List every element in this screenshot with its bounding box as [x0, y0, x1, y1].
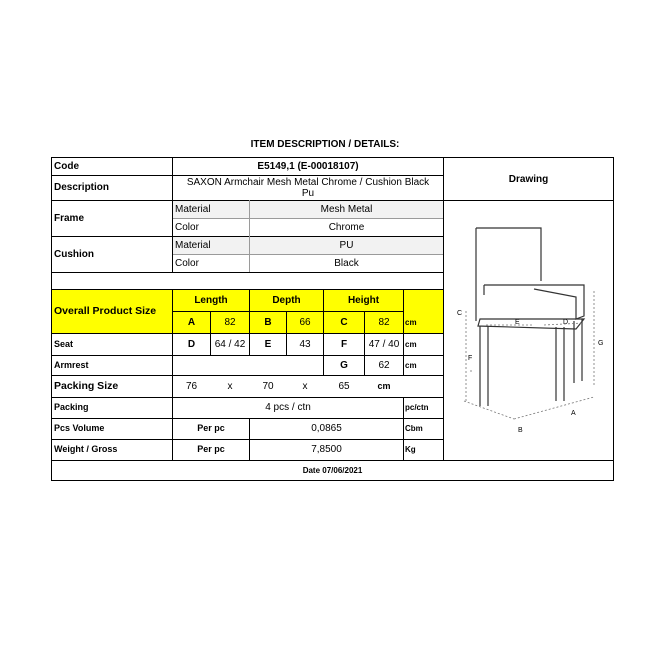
date-footer: Date 07/06/2021: [302, 465, 363, 475]
frame-color-value: Chrome: [328, 221, 365, 233]
cushion-color-label: Color: [175, 257, 199, 269]
dim-a-line: [514, 397, 594, 419]
overall-size-label: Overall Product Size: [54, 304, 157, 317]
weight-unit: Kg: [405, 445, 416, 454]
packing-unit: pc/ctn: [405, 403, 429, 412]
page-title: ITEM DESCRIPTION / DETAILS:: [250, 139, 400, 150]
description-line-2: Pu: [301, 187, 315, 199]
letter-g: G: [598, 340, 604, 347]
dim-c-value: 82: [378, 316, 390, 328]
code-label: Code: [54, 161, 79, 172]
pcs-volume-label: Pcs Volume: [54, 423, 105, 433]
cushion-color-value: Black: [334, 257, 359, 269]
armrest-outline: [484, 285, 584, 319]
description-line-1: SAXON Armchair Mesh Metal Chrome / Cushion Black: [186, 176, 430, 188]
packing-width: 70: [262, 380, 274, 392]
chair-drawing: [444, 201, 613, 459]
seat-unit: cm: [405, 339, 417, 349]
letter-e: E: [515, 319, 520, 326]
dim-c-letter: C: [340, 316, 348, 328]
dim-g-letter: G: [340, 359, 348, 371]
dim-b-line: [464, 401, 514, 419]
backrest-outline: [476, 228, 541, 281]
dim-a-letter: A: [187, 316, 196, 328]
packing-length: 76: [185, 380, 198, 392]
description-value: [173, 175, 443, 200]
packing-value: 4 pcs / ctn: [265, 402, 311, 413]
cushion-material-label: Material: [173, 236, 249, 254]
overall-unit: cm: [405, 317, 417, 327]
height-header: Height: [347, 294, 380, 306]
depth-header: Depth: [272, 294, 301, 306]
cushion-material-value: PU: [250, 236, 443, 254]
dim-f-letter: F: [340, 338, 348, 350]
letter-d: D: [563, 319, 569, 326]
dim-d-letter: D: [187, 338, 196, 350]
packing-size-label: Packing Size: [54, 379, 119, 392]
pcs-volume-unit: Cbm: [405, 424, 423, 433]
packing-height: 65: [338, 380, 350, 392]
frame-color-label: Color: [175, 221, 199, 233]
dim-b-value: 66: [299, 316, 311, 328]
dim-g-value: 62: [378, 359, 390, 371]
dim-f-value: 47 / 40: [368, 338, 400, 350]
dim-d-value: 64 / 42: [214, 338, 246, 350]
packing-x-2: x: [302, 380, 308, 392]
packing-size-unit: cm: [377, 380, 391, 391]
letter-c: C: [457, 310, 463, 317]
frame-material-value: Mesh Metal: [250, 200, 443, 218]
length-header: Length: [194, 294, 228, 306]
letter-f: F: [468, 355, 473, 362]
pcs-volume-per: Per pc: [197, 423, 225, 433]
letter-b: B: [518, 427, 523, 434]
code-value: E5149,1 (E-00018107): [257, 161, 359, 172]
packing-label: Packing: [54, 402, 89, 412]
weight-value: 7,8500: [311, 444, 342, 455]
armrest-unit: cm: [405, 360, 417, 370]
dim-e-letter: E: [264, 338, 272, 350]
pcs-volume-value: 0,0865: [311, 423, 342, 434]
frame-label: Frame: [54, 212, 85, 224]
armrest-label: Armrest: [54, 359, 89, 370]
frame-material-label: Material: [173, 200, 249, 218]
dim-a-value: 82: [224, 316, 236, 328]
dim-b-letter: B: [264, 316, 272, 328]
letter-a: A: [571, 410, 576, 417]
seat-label: Seat: [54, 338, 74, 349]
weight-per: Per pc: [197, 444, 225, 454]
weight-label: Weight / Gross: [54, 444, 118, 454]
cushion-label: Cushion: [54, 248, 94, 260]
drawing-header: Drawing: [508, 173, 549, 185]
item-details-sheet: [51, 157, 614, 481]
packing-x-1: x: [227, 380, 233, 392]
description-label: Description: [54, 182, 110, 193]
dim-e-value: 43: [299, 338, 311, 350]
